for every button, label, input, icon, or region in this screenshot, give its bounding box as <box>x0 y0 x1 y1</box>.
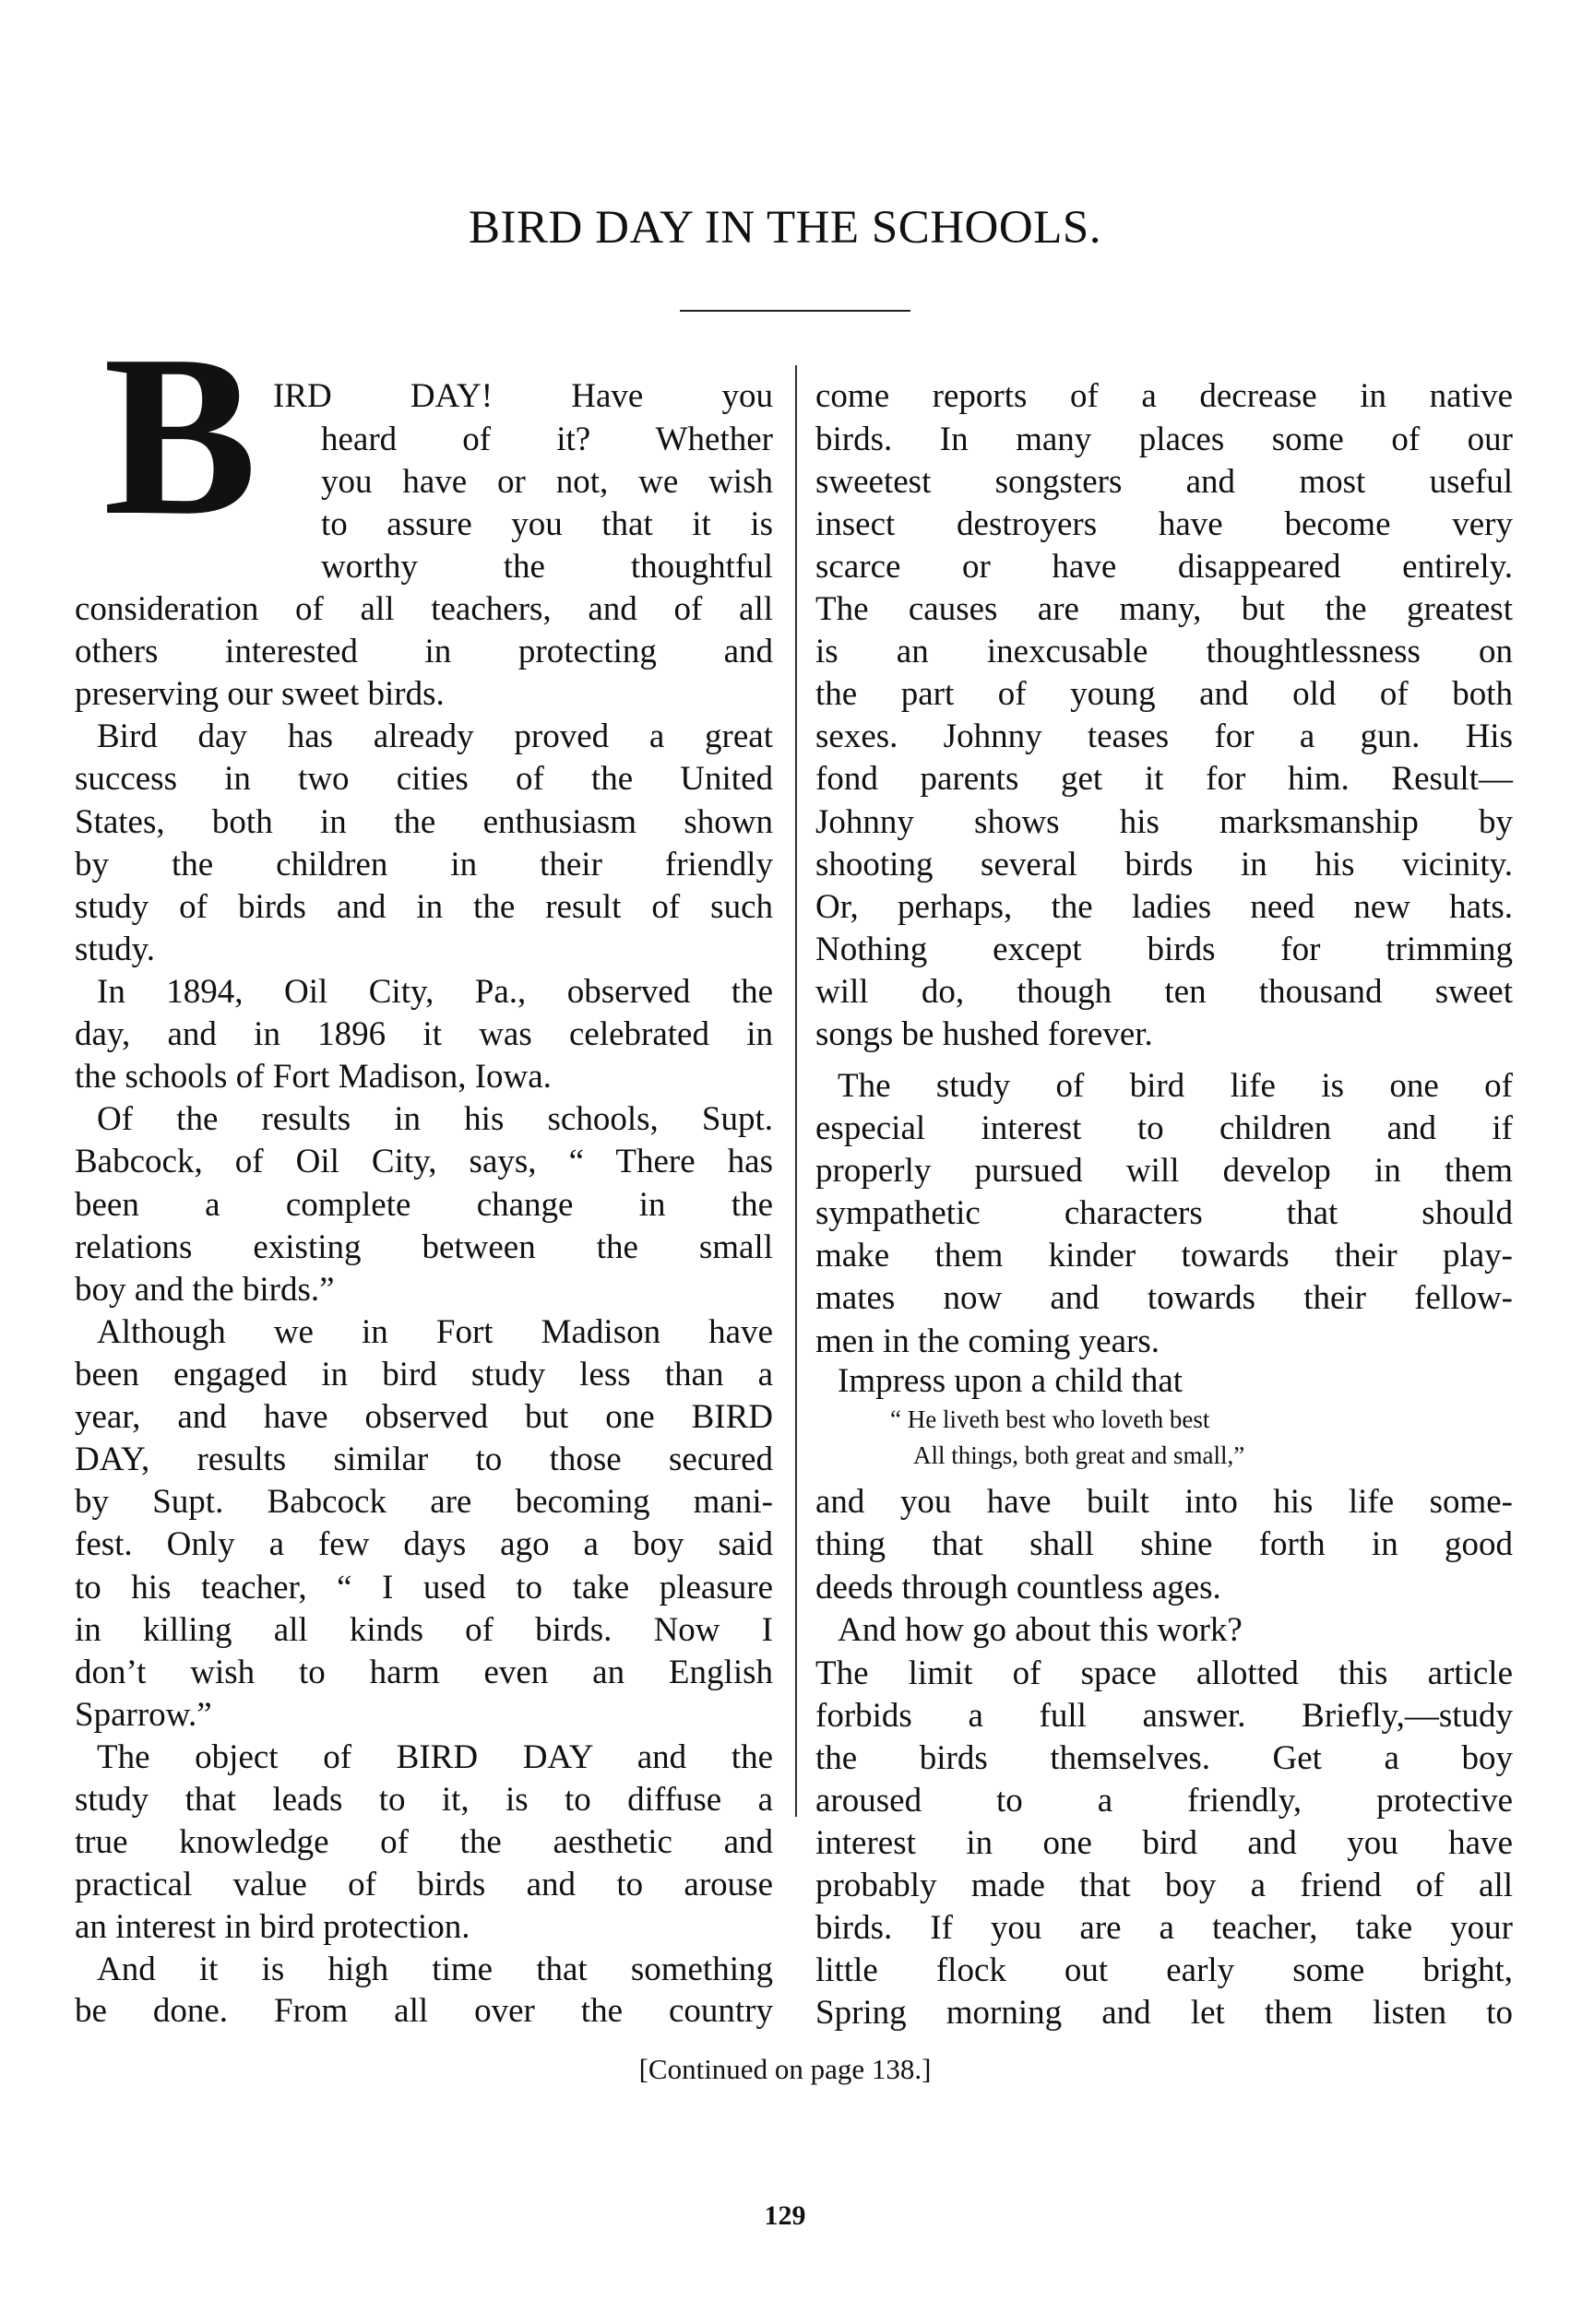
left-text-line: to his teacher, “ I used to take pleasure <box>75 1568 773 1607</box>
left-text-line: by Supt. Babcock are becoming mani- <box>75 1483 773 1522</box>
continued-note: [Continued on page 138.] <box>638 2053 932 2085</box>
left-text-line: true knowledge of the aesthetic and <box>75 1823 773 1862</box>
right-text-line: is an inexcusable thoughtlessness on <box>815 633 1513 671</box>
right-text-line: Or, perhaps, the ladies need new hats. <box>815 887 1513 926</box>
left-text-line: In 1894, Oil City, Pa., observed the <box>97 972 773 1011</box>
left-text-line: to assure you that it is <box>321 504 773 543</box>
right-text-line: interest in one bird and you have <box>815 1824 1513 1863</box>
left-text-line: be done. From all over the country <box>75 1992 773 2031</box>
left-text-line: study of birds and in the result of such <box>75 887 773 926</box>
left-text-line: others interested in protecting and <box>75 633 773 671</box>
right-text-line: the birds themselves. Get a boy <box>815 1738 1513 1777</box>
right-text-line: especial interest to children and if <box>815 1109 1513 1148</box>
right-text-line: forbids a full answer. Briefly,—study <box>815 1696 1513 1735</box>
right-text-line: shooting several birds in his vicinity. <box>815 845 1513 883</box>
left-text-line: Although we in Fort Madison have <box>97 1312 773 1351</box>
left-text-line: been engaged in bird study less than a <box>75 1355 773 1393</box>
right-text-line: “ He liveth best who loveth best <box>890 1405 1210 1433</box>
page-number: 129 <box>764 2200 806 2231</box>
left-text-line: worthy the thoughtful <box>321 547 773 586</box>
right-text-line: properly pursued will develop in them <box>815 1152 1513 1191</box>
left-text-line: by the children in their friendly <box>75 845 773 883</box>
right-text-line: thing that shall shine forth in good <box>815 1524 1513 1563</box>
left-text-line: Bird day has already proved a great <box>97 717 773 756</box>
right-text-line: make them kinder towards their play- <box>815 1237 1513 1275</box>
left-text-line: heard of it? Whether <box>321 420 773 458</box>
left-text-line: DAY, results similar to those secured <box>75 1441 773 1479</box>
right-text-line: deeds through countless ages. <box>815 1568 1221 1607</box>
right-text-line: sexes. Johnny teases for a gun. His <box>815 717 1513 756</box>
right-text-line: insect destroyers have become very <box>815 504 1513 543</box>
right-text-line: songs be hushed forever. <box>815 1015 1153 1054</box>
left-text-line: practical value of birds and to arouse <box>75 1866 773 1904</box>
left-text-line: preserving our sweet birds. <box>75 675 445 714</box>
right-text-line: Johnny shows his marksmanship by <box>815 802 1513 841</box>
right-text-line: come reports of a decrease in native <box>815 377 1513 416</box>
right-text-line: The causes are many, but the greatest <box>815 589 1513 628</box>
left-text-line: relations existing between the small <box>75 1227 773 1266</box>
left-text-line: the schools of Fort Madison, Iowa. <box>75 1058 552 1097</box>
left-text-line: consideration of all teachers, and of all <box>75 589 773 628</box>
left-text-line: been a complete change in the <box>75 1185 773 1224</box>
right-text-line: and you have built into his life some- <box>815 1483 1513 1522</box>
right-text-line: probably made that boy a friend of all <box>815 1867 1513 1905</box>
drop-cap-letter: B <box>103 308 257 563</box>
right-text-line: sweetest songsters and most useful <box>815 462 1513 501</box>
left-text-line: year, and have observed but one BIRD <box>75 1398 773 1437</box>
right-text-line: fond parents get it for him. Result— <box>815 760 1513 799</box>
left-text-line: day, and in 1896 it was celebrated in <box>75 1015 773 1054</box>
right-text-line: sympathetic characters that should <box>815 1194 1513 1233</box>
left-text-line: Sparrow.” <box>75 1695 212 1734</box>
left-text-line: you have or not, we wish <box>321 462 773 501</box>
right-text-line: Spring morning and let them listen to <box>815 1994 1513 2033</box>
left-text-line: success in two cities of the United <box>75 760 773 799</box>
left-text-line: Of the results in his schools, Supt. <box>97 1100 773 1139</box>
right-text-line: mates now and towards their fellow- <box>815 1279 1513 1318</box>
right-text-line: will do, though ten thousand sweet <box>815 972 1513 1011</box>
drop-cap <box>85 308 257 563</box>
right-text-line: men in the coming years. <box>815 1322 1160 1360</box>
left-text-line: Babcock, of Oil City, says, “ There has <box>75 1143 773 1181</box>
right-text-line: scarce or have disappeared entirely. <box>815 547 1513 586</box>
right-text-line: Impress upon a child that <box>838 1362 1183 1401</box>
left-text-line: And it is high time that something <box>97 1950 773 1988</box>
right-text-line: Nothing except birds for trimming <box>815 930 1513 968</box>
left-text-line: The object of BIRD DAY and the <box>97 1738 773 1776</box>
left-text-line: States, both in the enthusiasm shown <box>75 802 773 841</box>
right-text-line: All things, both great and small,” <box>913 1441 1245 1469</box>
right-text-line: The study of bird life is one of <box>838 1066 1513 1105</box>
left-text-line: boy and the birds.” <box>75 1270 335 1309</box>
left-text-line: IRD DAY! Have you <box>273 377 773 416</box>
left-text-line: fest. Only a few days ago a boy said <box>75 1525 773 1564</box>
left-text-line: study. <box>75 930 156 968</box>
right-text-line: aroused to a friendly, protective <box>815 1781 1513 1820</box>
left-text-line: in killing all kinds of birds. Now I <box>75 1610 773 1649</box>
right-text-line: The limit of space allotted this article <box>815 1654 1513 1692</box>
right-text-line: And how go about this work? <box>838 1611 1243 1650</box>
right-text-line: little flock out early some bright, <box>815 1951 1513 1990</box>
title-divider <box>680 310 910 312</box>
right-text-line: the part of young and old of both <box>815 675 1513 714</box>
article-title: BIRD DAY IN THE SCHOOLS. <box>469 202 1101 254</box>
left-text-line: study that leads to it, is to diffuse a <box>75 1781 773 1820</box>
left-text-line: an interest in bird protection. <box>75 1908 470 1947</box>
right-text-line: birds. If you are a teacher, take your <box>815 1909 1513 1948</box>
right-text-line: birds. In many places some of our <box>815 420 1513 458</box>
column-divider <box>795 365 797 1817</box>
left-text-line: don’t wish to harm even an English <box>75 1653 773 1691</box>
